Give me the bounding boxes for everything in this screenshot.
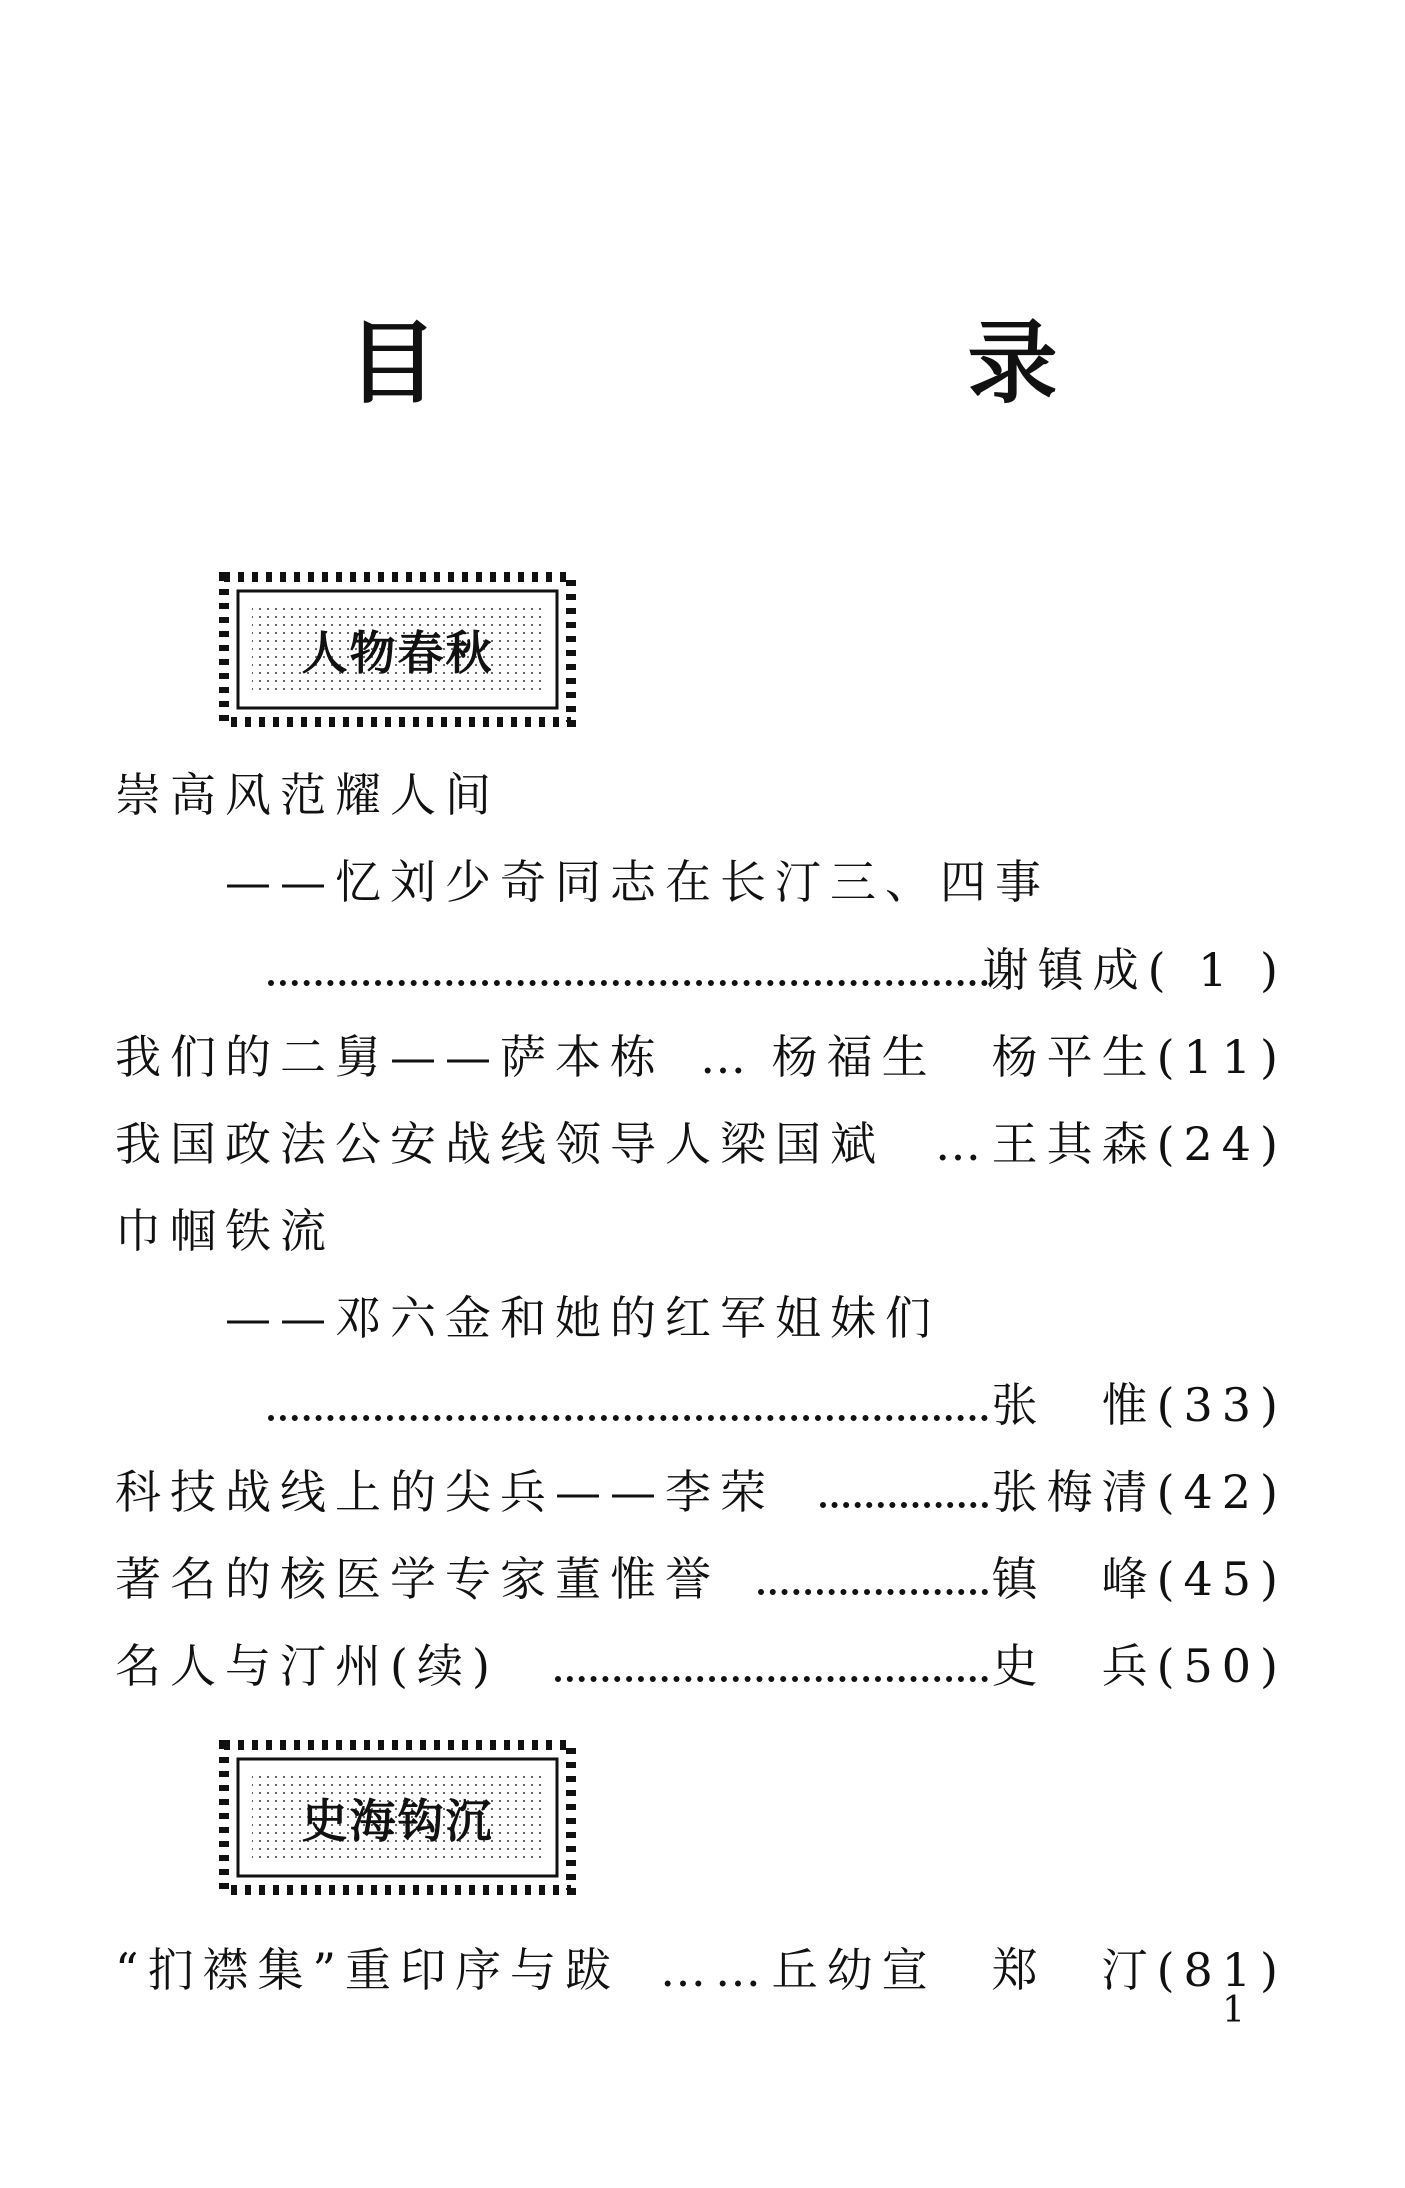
entry-title: 名人与汀州(续) <box>115 1639 499 1693</box>
section-title: 史海钩沉 <box>301 1793 494 1848</box>
leader-dots <box>555 1622 988 1682</box>
leader-dots <box>268 1361 988 1421</box>
entry-subtitle: ——邓六金和她的红军姐妹们 <box>225 1291 940 1345</box>
page-number: 1 <box>1222 1990 1245 2031</box>
entry-separator: … <box>700 1030 755 1084</box>
entry-author-page: 杨福生 杨平生(11) <box>771 1030 1287 1084</box>
entry-author-page: 张梅清(42) <box>991 1465 1287 1519</box>
leader-dots <box>268 926 988 986</box>
page-title: 目 录 <box>347 311 1278 416</box>
entry-separator: …… <box>660 1943 770 1997</box>
entry-title: 我们的二舅——萨本栋 <box>115 1030 665 1084</box>
entry-author-page: 镇 峰(45) <box>991 1552 1287 1606</box>
entry-title: 著名的核医学专家董惟誉 <box>115 1552 720 1606</box>
entry-author-page: 王其森(24) <box>991 1117 1287 1171</box>
entry-title: 崇高风范耀人间 <box>115 768 500 822</box>
section-title: 人物春秋 <box>301 625 494 680</box>
entry-subtitle: ——忆刘少奇同志在长汀三、四事 <box>225 855 1050 909</box>
entry-author-page: 史 兵(50) <box>991 1639 1287 1693</box>
entry-separator: … <box>935 1117 990 1171</box>
leader-dots <box>820 1448 988 1508</box>
section-box-1 <box>210 567 585 732</box>
entry-title: “扪襟集”重印序与跋 <box>115 1943 621 1997</box>
entry-author-page: 谢镇成( 1 ) <box>982 943 1287 997</box>
entry-author-page: 张 惟(33) <box>991 1378 1287 1432</box>
entry-title: 科技战线上的尖兵——李荣 <box>115 1465 775 1519</box>
entry-title: 我国政法公安战线领导人梁国斌 <box>115 1117 885 1171</box>
leader-dots <box>758 1535 988 1595</box>
entry-title: 巾帼铁流 <box>115 1204 335 1258</box>
entry-author-page: 丘幼宣 郑 汀(81) <box>771 1943 1287 1997</box>
section-box-2 <box>210 1735 585 1900</box>
